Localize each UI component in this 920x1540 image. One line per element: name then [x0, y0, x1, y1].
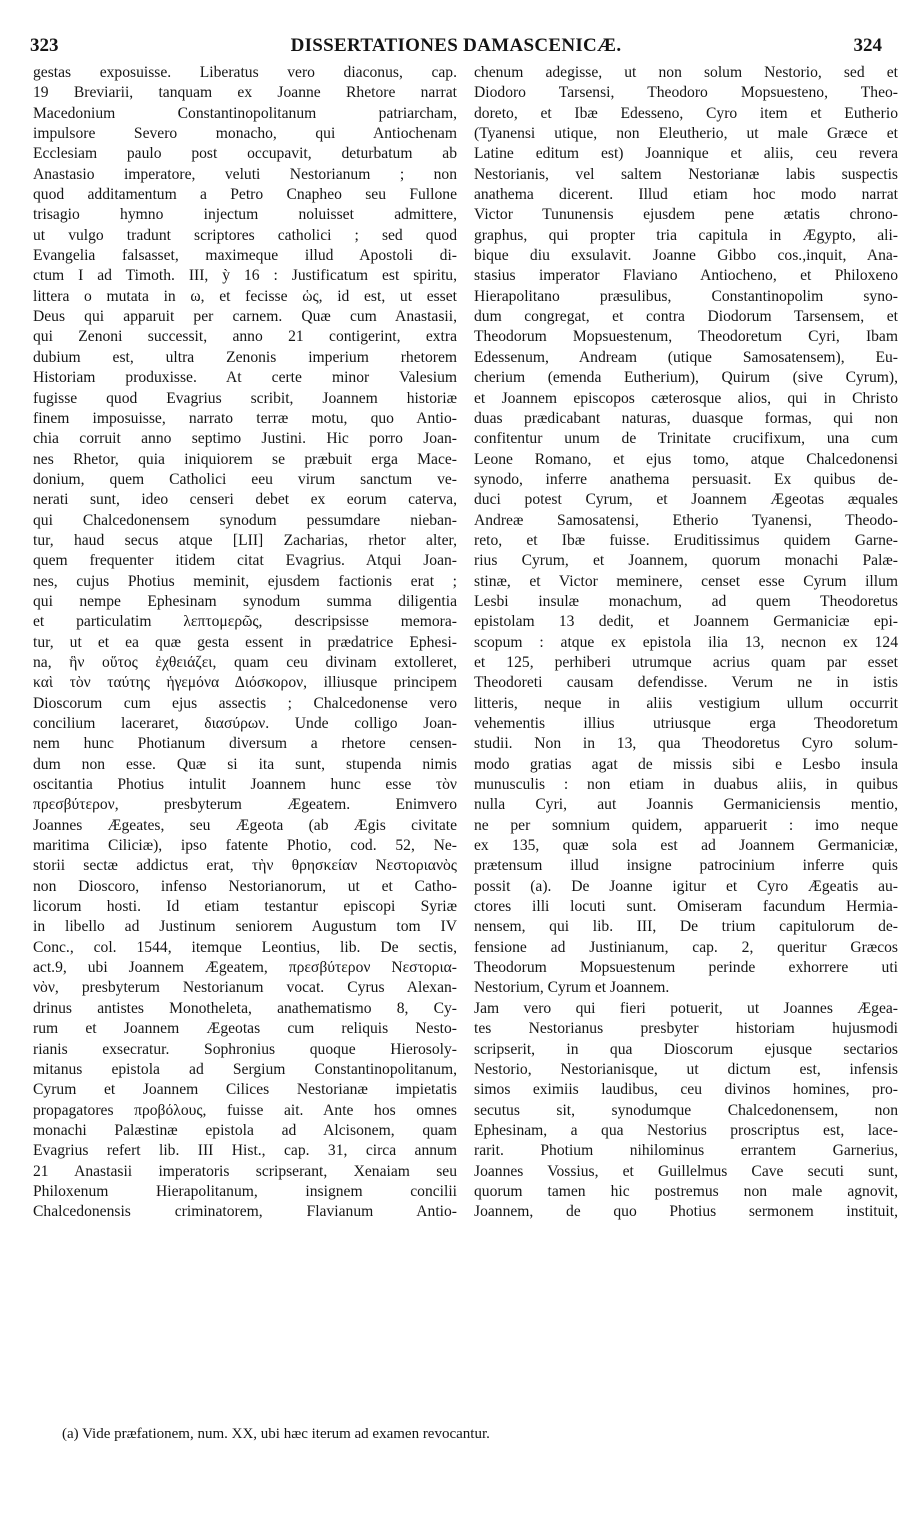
text-line: impulsore Severo monacho, qui Antiochenam [33, 125, 457, 143]
text-line: dubium est, ultra Zenonis imperium rhetorem [33, 348, 457, 366]
text-line: Deus qui apparuit per carnem. Quæ cum Anastasii, [33, 308, 457, 326]
text-line: Macedonium Constantinopolitanum patriarcham, [33, 104, 457, 122]
running-title: DISSERTATIONES DAMASCENICÆ. [290, 35, 622, 56]
text-line: (Tyanensi utique, non Eleutherio, ut male Græce et [474, 125, 898, 143]
text-line: nes Rhetor, quia iniquiorem se præbuit erga Mace- [33, 450, 457, 468]
text-line: Diodoro Tarsensi, Theodoro Mopsuesteno, Theo- [474, 84, 898, 102]
text-line: Chalcedonensis criminatorem, Flavianum Antio- [33, 1203, 457, 1221]
text-line: Hierapolitano præsulibus, Constantinopolim syno- [474, 287, 898, 305]
text-line: simos eximiis laudibus, ceu divinos homines, pro- [474, 1081, 898, 1099]
left-column [33, 63, 457, 1223]
text-line: secutus sit, synodumque Chalcedonensem, non [474, 1101, 898, 1119]
text-line: mitanus epistola ad Sergium Constantinopolitanum, [33, 1060, 457, 1078]
text-line: propagatores προβόλους, fuisse ait. Ante hos omnes [33, 1101, 457, 1119]
text-line: nerati sunt, ideo censeri debet ex eorum caterva, [33, 491, 457, 509]
text-line: Victor Tununensis ejusdem pene ætatis chrono- [474, 206, 898, 224]
text-line: synodo, inferre anathema persuasit. Ex quibus de- [474, 470, 898, 488]
text-line: doreto, et Ibæ Edesseno, Cyro item et Eutherio [474, 104, 898, 122]
text-line: Theodorum Mopsuestenum, Theodoretum Cyri, Ibam [474, 328, 898, 346]
text-line: fensione ad Justinianum, cap. 2, queritur Græcos [474, 938, 898, 956]
text-line: νὸν, presbyterum Nestorianum vocat. Cyrus Alexan- [33, 979, 457, 997]
text-line: quem frequenter itidem citat Evagrius. Atqui Joan- [33, 552, 457, 570]
text-line: bique diu exsulavit. Joanne Gibbo cos.,inquit, Ana- [474, 247, 898, 265]
text-line: anathema dicerent. Illud etiam hoc modo narrat [474, 186, 898, 204]
text-line: Joannem, de quo Photius sermonem instituit, [474, 1203, 898, 1221]
text-line: Edessenum, Andream (utique Samosatensem), Eu- [474, 348, 898, 366]
text-line: qui Chalcedonensem synodum pessumdare nieban- [33, 511, 457, 529]
text-line: epistolam 13 dedit, et Joannem Germaniciæ epi- [474, 613, 898, 631]
text-line: Latine editum est) Joannique et aliis, ceu revera [474, 145, 898, 163]
text-line: scripserit, in qua Dioscorum ejusque sectarios [474, 1040, 898, 1058]
text-line: et 125, perhiberi utrumque acrius quam par esset [474, 653, 898, 671]
text-line: donium, quem Catholici eeu virum sanctum ve- [33, 470, 457, 488]
text-line: possit (a). De Joanne igitur et Cyro Ægeatis au- [474, 877, 898, 895]
text-line: non Dioscoro, infenso Nestorianorum, ut et Catho- [33, 877, 457, 895]
page-number-right: 324 [853, 35, 882, 56]
text-line: tur, ut et ea quæ gesta essent in prædatrice Ephesi- [33, 633, 457, 651]
text-line: confitentur unum de Trinitate crucifixum, una cum [474, 430, 898, 448]
text-line: rarit. Photium nihilominus errantem Garnerius, [474, 1142, 898, 1160]
text-line: ex 135, quæ sola est ad Joannem Germaniciæ, [474, 837, 898, 855]
text-line: Conc., col. 1544, itemque Leontius, lib. De sectis, [33, 938, 457, 956]
text-line: Theodoreti causam defendisse. Verum ne in istis [474, 674, 898, 692]
text-line: tur, haud secus atque [LII] Zacharias, rhetor alter, [33, 531, 457, 549]
text-line: stinæ, et Victor meminere, censet esse Cyrum illum [474, 572, 898, 590]
text-line: monachi Palæstinæ epistola ad Alcisonem, quam [33, 1121, 457, 1139]
text-line: πρεσβύτερον, presbyterum Ægeatem. Enimvero [33, 796, 457, 814]
text-line: Dioscorum cum ejus assectis ; Chalcedonense vero [33, 694, 457, 712]
text-line: vehementis illius utriusque erga Theodoretum [474, 715, 898, 732]
text-line: nem hunc Photianum diversum a rhetore censen- [33, 735, 457, 753]
text-line: Jam vero qui fieri potuerit, ut Joannes Ægea- [474, 999, 898, 1017]
text-line: fugisse quod Evagrius scribit, Joannem historiæ [33, 389, 457, 407]
text-line: na, ἣν οὕτος ἐχθειάζει, quam ceu divinam extolleret, [33, 653, 457, 671]
text-line: Evagrius refert lib. III Hist., cap. 31, circa annum [33, 1142, 457, 1160]
text-line: nensem, qui lib. III, De trium capitulorum de- [474, 918, 898, 936]
text-line: Philoxenum Hierapolitanum, insignem concilii [33, 1182, 457, 1200]
text-line: nes, cujus Photius meminit, ejusdem factionis erat ; [33, 572, 457, 590]
text-line: trisagio hymno injectum noluisset admittere, [33, 206, 457, 224]
text-line: munusculis : non etiam in duabus aliis, in quibus [474, 776, 898, 794]
text-line: gestas exposuisse. Liberatus vero diaconus, cap. [33, 64, 457, 81]
page-number-left: 323 [30, 35, 59, 56]
text-line: litteris, neque in aliis vestigium ullum occurrit [474, 694, 898, 712]
text-line: Nestorianis, vel saltem Nestorianæ labis suspectis [474, 165, 898, 183]
text-line: Anastasio imperatore, veluti Nestorianum ; non [33, 165, 457, 183]
text-line: ctores illi locuti sunt. Omiseram facundum Hermia- [474, 898, 898, 916]
text-line: prætensum illud insigne patrocinium inferre quis [474, 857, 898, 875]
text-line: licorum hosti. Id etiam testantur episcopi Syriæ [33, 898, 457, 916]
text-line: studii. Non in 13, qua Theodoretus Cyro solum- [474, 735, 898, 753]
text-line: rius Cyrum, et Joannem, quorum monachi Palæ- [474, 552, 898, 570]
running-header [30, 33, 882, 59]
text-line: dum congregat, et contra Diodorum Tarsensem, et [474, 308, 898, 326]
text-line: ne per somnium quidem, apparuerit : imo neque [474, 816, 898, 834]
text-line: quod additamentum a Petro Cnapheo seu Fullone [33, 186, 457, 204]
text-line: Evangelia falsasset, maximeque illud Apostoli di- [33, 247, 457, 265]
text-line: oscitantia Photius intulit Joannem hunc esse τὸν [33, 776, 457, 794]
text-line: Theodorum Mopsuestenum perinde exhorrere uti [474, 959, 898, 977]
text-line: tes Nestorianus presbyter historiam hujusmodi [474, 1020, 898, 1038]
text-line: maritima Ciliciæ), ipso fatente Photio, cod. 52, Ne- [33, 837, 457, 855]
text-line: ctum I ad Timoth. III, ỳ 16 : Justificatum est spiritu, [33, 267, 457, 285]
text-line: in libello ad Justinum seniorem Augustum tom IV [33, 918, 457, 936]
text-line: quorum tamen hic postremus non male agnovit, [474, 1182, 898, 1200]
text-line: finem imposuisse, narrato terræ motu, quo Antio- [33, 409, 457, 427]
text-line: Leone Romano, et ejus tomo, atque Chalcedonensi [474, 450, 898, 468]
text-line: littera o mutata in ω, et fecisse ὡς, id est, ut esset [33, 287, 457, 305]
text-line: stasius imperator Flaviano Antiocheno, et Philoxeno [474, 267, 898, 285]
text-line: act.9, ubi Joannem Ægeatem, πρεσβύτερον Νεστορια- [33, 959, 457, 977]
text-line: et particulatim λεπτομερῶς, descripsisse memora- [33, 613, 457, 631]
text-line: ut vulgo tradunt scriptores catholici ; sed quod [33, 226, 457, 244]
text-line: reto, et Ibæ fuisse. Eruditissimus quidem Garne- [474, 531, 898, 549]
text-line: chenum adegisse, ut non solum Nestorio, sed et [474, 64, 898, 81]
text-line: duci potest Cyrum, et Joannem Ægeotas æquales [474, 491, 898, 509]
footnote: (a) Vide præfationem, num. XX, ubi hæc iterum ad examen revocantur. [62, 1426, 490, 1442]
text-line: drinus antistes Monotheleta, anathematismo 8, Cy- [33, 999, 457, 1017]
text-line: storii sectæ addictus erat, τὴν θρησκείαν Νεστοριανὸς [33, 857, 457, 875]
text-line: et Joannem episcopos cæterosque alios, qui in Christo [474, 389, 898, 407]
text-line: Nestorium, Cyrum et Joannem. [474, 979, 670, 997]
text-line: cherium (emenda Eutherium), Quirum (sive Cyrum), [474, 369, 898, 387]
text-line: nulla Cyri, aut Joannis Germaniciensis mentio, [474, 796, 898, 814]
text-line: qui Zenoni successit, anno 21 contigerint, extra [33, 328, 457, 346]
text-line: chia corruit anno septimo Justini. Hic porro Joan- [33, 430, 457, 448]
text-line: καὶ τὸν ταύτης ἡγεμόνα Διόσκορον, illiusque principem [33, 674, 457, 692]
text-line: Joannes Vossius, et Guillelmus Cave secuti sunt, [474, 1162, 898, 1180]
text-line: modo gratias agat de missis sibi e Lesbo insula [474, 755, 898, 773]
text-line: qui nempe Ephesinam synodum summa diligentia [33, 592, 457, 610]
text-line: Nestorio, Nestorianisque, ut dictum est, infensis [474, 1060, 898, 1078]
text-line: rianis exsecratur. Sophronius quoque Hierosoly- [33, 1040, 457, 1058]
text-line: 21 Anastasii imperatoris scripserant, Xenaiam seu [33, 1162, 457, 1180]
text-line: concilium laceraret, διασύρων. Unde colligo Joan- [33, 715, 457, 732]
text-line: rum et Joannem Ægeotas cum reliquis Nesto- [33, 1020, 457, 1038]
text-line: Joannes Ægeates, seu Ægeota (ab Ægis civitate [33, 816, 457, 834]
text-line: duas prædicabant naturas, duasque formas, qui non [474, 409, 898, 427]
text-line: Ephesinam, a qua Nestorius proscriptus est, lace- [474, 1121, 898, 1139]
text-line: Andreæ Samosatensi, Etherio Tyanensi, Theodo- [474, 511, 898, 529]
text-line: Cyrum et Joannem Cilices Nestorianæ impietatis [33, 1081, 457, 1099]
text-line: scopum : atque ex epistola ilia 13, necnon ex 124 [474, 633, 898, 651]
text-line: graphus, qui propter tria capitula in Ægypto, ali- [474, 226, 898, 244]
text-line: Lesbi insulæ monachum, ad quem Theodoretus [474, 592, 898, 610]
text-line: dum non esse. Quæ si ita sunt, stupenda nimis [33, 755, 457, 773]
text-line: 19 Breviarii, tanquam ex Joanne Rhetore narrat [33, 84, 457, 102]
text-line: Ecclesiam paulo post occupavit, deturbatum ab [33, 145, 457, 163]
text-line: Historiam produxisse. At certe minor Valesium [33, 369, 457, 387]
right-column [474, 63, 898, 1223]
